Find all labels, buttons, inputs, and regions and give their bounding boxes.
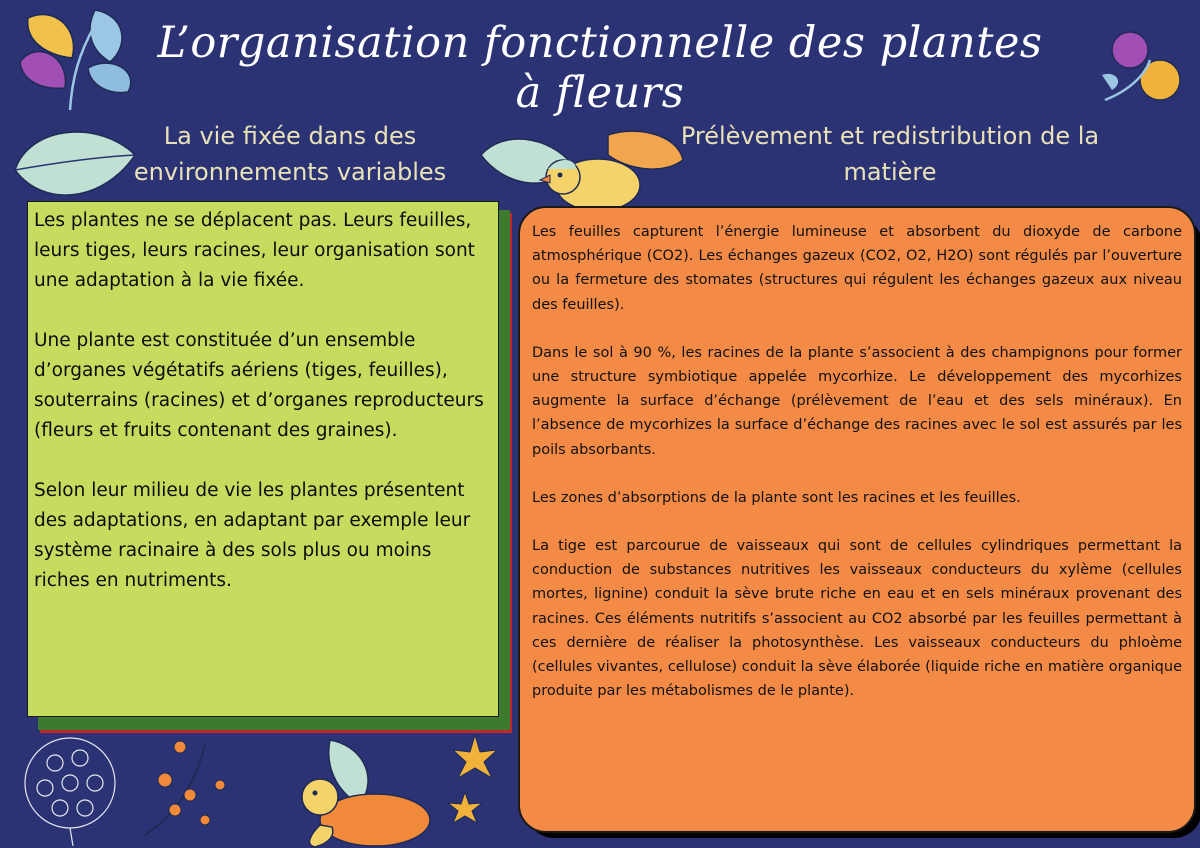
- yellow-flowers-icon: [440, 730, 510, 840]
- turtle-icon: [290, 735, 440, 848]
- page-title: L’organisation fonctionnelle des plantes à fleurs: [157, 18, 1043, 118]
- right-paragraph-mycorrhiza: Dans le sol à 90 %, les racines de la plante s’associent à des champignons pour former une structure symbiotique appelée mycorhize. Le développement des mycorhizes augmente la surface d’échange (prélèvement de l’eau et des sels minéraux). En l’absence de mycorhizes la surface d’échange des racines avec le sol est assurés par les poils absorbants.: [532, 344, 1182, 458]
- top-left-leaves-icon: [0, 0, 150, 115]
- right-paragraph-vessels: La tige est parcourue de vaisseaux qui sont de cellules cylindriques permettant la conduction de substances nutritives les vaisseaux conducteurs du xylème (cellules mortes, lignine) conduit la sève brute riche en eau et en sels minéraux provenant des racines. Ces éléments nutritifs s’associent au CO2 absorbé par les feuilles permettant à ces dernière de réaliser la photosynthèse. Les vaisseaux conducteurs du phloème (cellules vivantes, cellulose) conduit la sève élaborée (liquide riche en matière organique produite par les métabolismes de le plante).: [532, 538, 1182, 700]
- hydrangea-icon: [15, 728, 125, 846]
- orange-flowers-icon: [135, 735, 245, 845]
- left-section-heading: La vie fixée dans des environnements variables: [133, 122, 447, 186]
- right-section-heading: Prélèvement et redistribution de la matière: [680, 122, 1100, 186]
- right-paragraph-leaves: Les feuilles capturent l’énergie lumineuse et absorbent du dioxyde de carbone atmosphérique (CO2). Les échanges gazeux (CO2, O2, H2O) sont régulés par l’ouverture ou la fermeture des stomates (structures qui régulent les échanges gazeux aux niveau des feuilles).: [532, 224, 1182, 313]
- right-paragraph-absorption: Les zones d’absorptions de la plante sont les racines et les feuilles.: [532, 489, 1021, 506]
- left-text-panel: Les plantes ne se déplacent pas. Leurs feuilles, leurs tiges, leurs racines, leur organisation sont une adaptation à la vie fixée. Une plante est constituée d’un ensemble d’organes végétatifs aériens (tiges, feuilles), souterrains (racines) et d’organes reproducteurs (fleurs et fruits contenant des graines). Selon leur milieu de vie les plantes présentent des adaptations, en adaptant par exemple leur système racinaire à des sols plus ou moins riches en nutriments.: [27, 201, 499, 717]
- top-right-flowers-icon: [1090, 20, 1200, 110]
- right-text-panel: [518, 206, 1196, 833]
